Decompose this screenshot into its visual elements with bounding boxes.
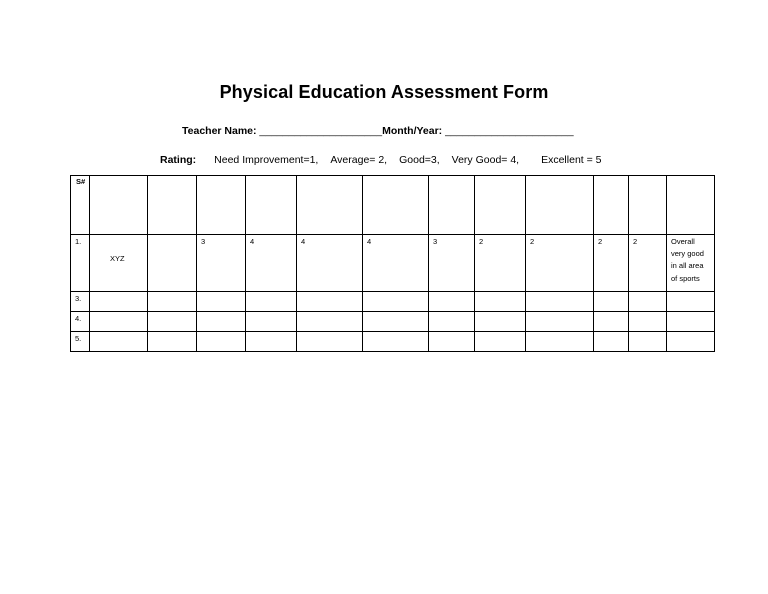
score-cell[interactable]: 2 <box>475 235 526 292</box>
score-cell[interactable] <box>475 312 526 332</box>
rating-option: Excellent = 5 <box>541 154 602 166</box>
rating-option: Good=3, <box>399 154 440 166</box>
score-cell[interactable] <box>475 332 526 352</box>
score-cell[interactable] <box>148 332 197 352</box>
score-cell[interactable] <box>429 312 475 332</box>
rating-option: Need Improvement=1, <box>214 154 319 166</box>
remarks-line: in all area <box>671 261 704 271</box>
remarks-line: of sports <box>671 273 700 283</box>
header-cell[interactable] <box>148 176 197 235</box>
score-cell[interactable] <box>148 312 197 332</box>
student-name-cell[interactable] <box>90 312 148 332</box>
header-cell[interactable] <box>629 176 667 235</box>
rating-legend <box>160 154 614 166</box>
score-cell[interactable] <box>526 332 594 352</box>
serial-cell: 5. <box>71 332 90 352</box>
score-cell[interactable] <box>197 312 246 332</box>
month-year-field[interactable]: ______________________ <box>442 125 574 137</box>
score-cell[interactable]: 2 <box>526 235 594 292</box>
score-cell[interactable] <box>297 292 363 312</box>
month-year-label: Month/Year: <box>382 125 443 137</box>
score-cell[interactable] <box>629 312 667 332</box>
score-cell[interactable] <box>363 332 429 352</box>
score-cell[interactable] <box>629 332 667 352</box>
score-cell[interactable] <box>363 312 429 332</box>
score-cell[interactable] <box>297 312 363 332</box>
score-cell[interactable] <box>148 292 197 312</box>
page-title: Physical Education Assessment Form <box>219 82 549 102</box>
score-cell[interactable] <box>148 235 197 292</box>
score-cell[interactable]: 2 <box>594 235 629 292</box>
teacher-name-field[interactable]: _____________________ <box>256 125 383 137</box>
score-cell[interactable] <box>246 292 297 312</box>
header-cell[interactable] <box>246 176 297 235</box>
score-cell[interactable] <box>629 292 667 312</box>
table-row <box>71 235 715 292</box>
score-cell[interactable] <box>197 332 246 352</box>
rating-option: Very Good= 4, <box>451 154 520 166</box>
score-cell[interactable] <box>197 292 246 312</box>
score-cell[interactable]: 3 <box>429 235 475 292</box>
rating-option: Average= 2, <box>330 154 388 166</box>
header-cell[interactable] <box>594 176 629 235</box>
student-name-cell[interactable]: XYZ <box>90 235 148 292</box>
serial-cell: 4. <box>71 312 90 332</box>
header-cell[interactable] <box>667 176 715 235</box>
header-cell[interactable] <box>475 176 526 235</box>
score-cell[interactable] <box>246 312 297 332</box>
score-cell[interactable]: 4 <box>297 235 363 292</box>
remarks-line: Overall <box>671 237 695 246</box>
score-cell[interactable] <box>594 312 629 332</box>
remarks-cell[interactable] <box>667 312 715 332</box>
score-cell[interactable] <box>594 292 629 312</box>
teacher-name-label: Teacher Name: <box>182 125 257 137</box>
score-cell[interactable] <box>594 332 629 352</box>
score-cell[interactable] <box>429 332 475 352</box>
score-cell[interactable]: 4 <box>246 235 297 292</box>
header-cell[interactable] <box>90 176 148 235</box>
header-cell[interactable] <box>197 176 246 235</box>
remarks-cell[interactable] <box>667 292 715 312</box>
score-cell[interactable]: 2 <box>629 235 667 292</box>
table-header-row <box>71 176 715 235</box>
score-cell[interactable] <box>363 292 429 312</box>
score-cell[interactable] <box>246 332 297 352</box>
serial-cell: 1. <box>71 235 90 292</box>
table-row <box>71 292 715 312</box>
teacher-month-line <box>182 125 574 137</box>
score-cell[interactable] <box>475 292 526 312</box>
score-cell[interactable] <box>526 292 594 312</box>
header-cell[interactable] <box>526 176 594 235</box>
table-row <box>71 312 715 332</box>
remarks-cell[interactable] <box>667 235 715 292</box>
header-cell-sn: S# <box>71 176 90 235</box>
header-cell[interactable] <box>363 176 429 235</box>
score-cell[interactable] <box>429 292 475 312</box>
header-cell[interactable] <box>429 176 475 235</box>
student-name-cell[interactable] <box>90 292 148 312</box>
table-row <box>71 332 715 352</box>
header-cell[interactable] <box>297 176 363 235</box>
score-cell[interactable] <box>526 312 594 332</box>
rating-label: Rating: <box>160 154 197 166</box>
remarks-cell[interactable] <box>667 332 715 352</box>
score-cell[interactable]: 4 <box>363 235 429 292</box>
score-cell[interactable] <box>297 332 363 352</box>
serial-cell: 3. <box>71 292 90 312</box>
student-name-cell[interactable] <box>90 332 148 352</box>
remarks-line: very good <box>671 249 704 259</box>
assessment-table <box>70 175 715 352</box>
score-cell[interactable]: 3 <box>197 235 246 292</box>
